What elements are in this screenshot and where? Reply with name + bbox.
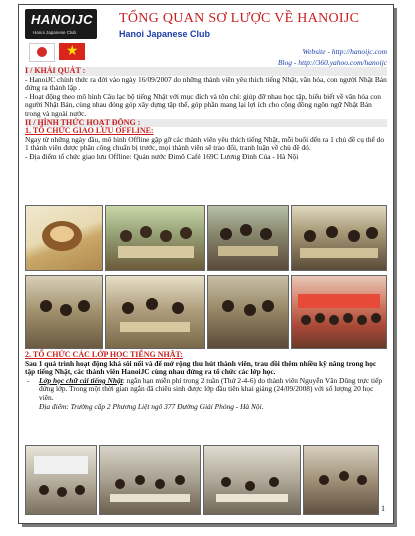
class-bullet-text: : ngắn hạn miễn phí trong 2 tuần (Thứ 2-4-6) do thành viên Nguyễn Văn Dũng trực tiếp đứng lớp. Trong một thời gian ngắn đã chiêu sinh được lớp đầu tiên khai giảng (24/09/2008) với số lượng 20 học viên.	[39, 375, 383, 402]
class-photo-grid	[25, 445, 387, 517]
overview-paragraph-2: - Hoạt động theo mô hình Câu lạc bộ tiếng Nhật với mục đích và tôn chỉ: giúp đỡ nhau học tập, hiểu biết về văn hóa con người Nhật Bản, cùng nhau đóng góp xây dựng tập thể, góp phần mang lại lợi ích cho cộng đồng ngôn ngữ Nhật Bản trong và ngoài nước.	[25, 91, 381, 118]
website-link[interactable]: Website - http://hanoijc.com	[302, 47, 387, 56]
logo-text: HANOIJC	[31, 12, 94, 27]
photo-class-2	[99, 445, 201, 515]
section-heading-activities: II / HÌNH THỨC HOẠT ĐỘNG :	[25, 119, 387, 128]
photo-group-table-1	[105, 205, 205, 271]
page-number: 1	[381, 504, 385, 513]
document-body	[25, 67, 387, 162]
photo-group-table-2	[207, 205, 289, 271]
photo-group-table-3	[291, 205, 387, 271]
class-bullet-1: - Lớp học chữ cái tiếng Nhật: ngắn hạn miễn phí trong 2 tuần (Thứ 2-4-6) do thành viên Nguyễn Văn Dũng trực tiếp đứng lớp. Trong một thời gian ngắn đã chiêu sinh được lớp đầu tiên khai giảng (24/09/2008) với số lượng 20 học viên. Địa điểm: Trường cấp 2 Phương Liệt ngõ 377 Đường Giải Phóng - Hà Nội.	[25, 377, 387, 411]
photo-group-banner	[291, 275, 387, 349]
logo-subtext: Hanoi Japanese Club	[33, 30, 77, 35]
blog-link[interactable]: Blog - http://360.yahoo.com/hanoijc	[277, 58, 387, 67]
offline-photo-grid	[25, 205, 387, 350]
photo-meeting-1	[25, 275, 103, 349]
offline-paragraph-1: Ngay từ những ngày đầu, mô hình Offline gặp gỡ các thành viên yêu thích tiếng Nhật, mỗi buổi đến ra 1 chủ đề cụ thể do 1 thành viên được phân công chuẩn bị trước, mọi thành viên sẽ trao đổi, tranh luận về chủ đề đó.	[25, 134, 385, 153]
page-title: TỔNG QUAN SƠ LƯỢC VỀ HANOIJC	[119, 11, 360, 26]
classes-section	[25, 351, 387, 411]
subsection-heading-classes: 2. TỔ CHỨC CÁC LỚP HỌC TIẾNG NHẬT:	[25, 350, 183, 359]
class-location: Địa điểm: Trường cấp 2 Phương Liệt ngõ 377 Đường Giải Phóng - Hà Nội.	[39, 401, 264, 411]
photo-class-3	[203, 445, 301, 515]
photo-meeting-2	[105, 275, 205, 349]
subsection-heading-offline: 1. TỔ CHỨC GIAO LƯU OFFLINE:	[25, 126, 154, 136]
overview-paragraph-1: - HanoiJC chính thức ra đời vào ngày 16/09/2007 do những thành viên yêu thích tiếng Nhật, văn hóa, con người Nhật Bản đứng ra thành lập .	[25, 74, 387, 93]
photo-meeting-3	[207, 275, 289, 349]
classes-paragraph-1: Sau 1 quá trình hoạt động khá sôi nổi và để mở rộng thu hút thành viên, trau dồi thêm nhiều kỹ năng trong học tập tiếng Nhật, các thành viên HanoiJC cùng nhau đứng ra tổ chức các lớp học.	[25, 358, 377, 377]
page-subtitle: Hanoi Japanese Club	[119, 29, 211, 39]
photo-class-1	[25, 445, 97, 515]
section-heading-overview: I / KHÁI QUÁT :	[25, 67, 387, 76]
japan-flag-icon	[29, 43, 55, 62]
document-page	[18, 4, 394, 524]
class-bullet-lead: Lớp học chữ cái tiếng Nhật	[39, 375, 123, 385]
hanoijc-logo	[25, 9, 97, 39]
photo-dimo-cafe-sign	[25, 205, 103, 271]
photo-class-4	[303, 445, 379, 515]
vietnam-flag-icon: ★	[59, 43, 85, 60]
offline-paragraph-2: - Địa điểm tổ chức giao lưu Offline: Quán nước Đimô Café 169C Lương Đình Của - Hà Nội	[25, 151, 299, 161]
